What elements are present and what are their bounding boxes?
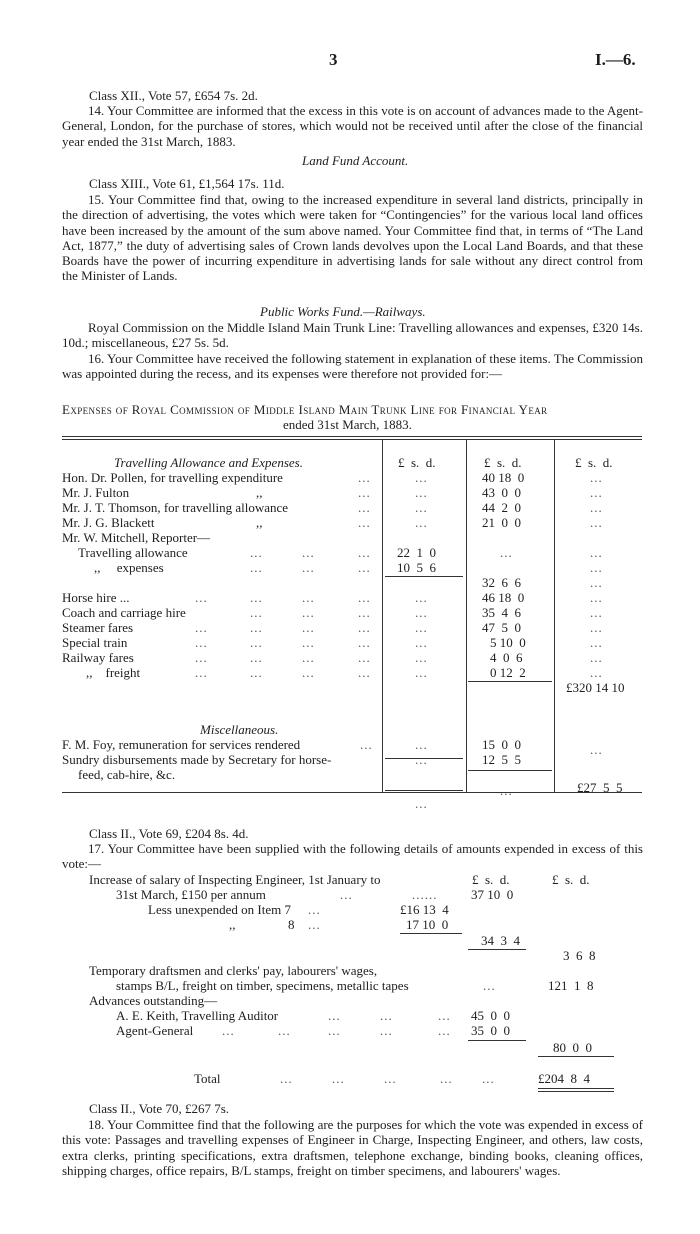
row-dots: ...: [250, 545, 263, 560]
row-dots: ...: [195, 620, 208, 635]
col-header-2: £ s. d.: [484, 455, 522, 470]
subtotal-rule: [468, 949, 526, 950]
table-row-label: Travelling allowance: [78, 545, 188, 560]
detail-line-8: stamps B/L, freight on timber, specimens, metallic tapes: [116, 978, 409, 993]
table-row-label: ,, freight: [86, 665, 141, 680]
row-dots: ...: [332, 1071, 345, 1086]
table-cell: 43 0 0: [482, 485, 521, 500]
detail-line-10: A. E. Keith, Travelling Auditor: [116, 1008, 279, 1023]
table-cell: 0 12 2: [490, 665, 526, 680]
table-cell: 40 18 0: [482, 470, 525, 485]
row-dots: ...: [358, 545, 371, 560]
row-dots: ...: [590, 545, 603, 560]
row-dots: ...: [308, 917, 321, 932]
row-dots: ...: [195, 650, 208, 665]
row-dots: ...: [195, 590, 208, 605]
table-row-label: Special train: [62, 635, 128, 650]
col-divider-2: [466, 440, 467, 792]
row-dots: ...: [415, 485, 428, 500]
table-row-label: Mr. J. T. Thomson, for travelling allowance: [62, 500, 289, 515]
document-reference: I.—6.: [595, 50, 636, 69]
col-header-2: £ s. d.: [552, 872, 590, 887]
subtotal-travelling: £320 14 10: [566, 680, 625, 695]
table-cell: 35 4 6: [482, 605, 521, 620]
paragraph-15: 15. Your Committee find that, owing to the increased expenditure in several land districts, principally in the direction of advertising, the votes which were taken for “Contingencies” for the various local land offices have been increased by the amount of the sum above named. Your Committee find that, in terms of “The Land Act, 1877,” the duty of advertising sales of Crown lands devolves upon the Local Land Boards, and that these Boards have the power of incurring expenditure in advertising lands for sale without any direct control from the Minister of Lands.: [62, 192, 643, 284]
ditto-mark: ,,: [256, 485, 263, 500]
row-dots: ...: [340, 887, 353, 902]
row-dots: ...: [384, 1071, 397, 1086]
subtotal-rule: [468, 1040, 526, 1041]
row-dots: ...: [415, 470, 428, 485]
row-dots: ...: [302, 545, 315, 560]
row-dots: ...: [302, 560, 315, 575]
row-dots: ...: [440, 1071, 453, 1086]
row-dots: ...: [360, 737, 373, 752]
table-row-label: Horse hire ...: [62, 590, 130, 605]
row-dots: ...: [358, 590, 371, 605]
row-dots: ...: [590, 650, 603, 665]
table-cell: 32 6 6: [482, 575, 521, 590]
row-dots: ...: [483, 978, 496, 993]
row-dots: ...: [590, 742, 603, 757]
row-dots: ...: [415, 752, 428, 767]
paragraph-17: 17. Your Committee have been supplied with the following details of amounts expended in excess of this vote:—: [62, 841, 643, 872]
table-cell: 22 1 0: [397, 545, 436, 560]
misc-row-2: Sundry disbursements made by Secretary for horse-: [62, 752, 332, 767]
row-dots: ...: [302, 665, 315, 680]
row-dots: ...: [590, 515, 603, 530]
row-dots: ...: [302, 620, 315, 635]
row-dots: ...: [590, 665, 603, 680]
row-dots: ...: [358, 500, 371, 515]
table-row-label: Steamer fares: [62, 620, 134, 635]
total-rule: [538, 1056, 614, 1057]
row-dots: ...: [278, 1023, 291, 1038]
table-cell: 15 0 0: [482, 737, 521, 752]
detail-value: 35 0 0: [471, 1023, 510, 1038]
row-dots: ...: [438, 1008, 451, 1023]
row-dots: ...: [358, 470, 371, 485]
subtotal-rule: [385, 576, 463, 577]
table-row-label: Hon. Dr. Pollen, for travelling expenditure: [62, 470, 283, 485]
detail-value: 17 10 0: [406, 917, 449, 932]
subtotal-rule: [385, 790, 463, 791]
row-dots: ...: [415, 605, 428, 620]
row-dots: ...: [250, 620, 263, 635]
row-dots: ...: [415, 620, 428, 635]
row-dots: ...: [380, 1008, 393, 1023]
item-number: 8: [288, 917, 295, 932]
row-dots: ...: [250, 590, 263, 605]
table-cell: 47 5 0: [482, 620, 521, 635]
row-dots: ...: [415, 665, 428, 680]
misc-row-2b: feed, cab-hire, &c.: [78, 767, 176, 782]
row-dots: ...: [302, 635, 315, 650]
row-dots: ...: [302, 590, 315, 605]
row-dots: ...: [250, 635, 263, 650]
misc-section-title: Miscellaneous.: [200, 722, 279, 737]
row-dots: ...: [195, 665, 208, 680]
detail-value: 37 10 0: [471, 887, 514, 902]
total-value: £204 8 4: [538, 1071, 590, 1086]
row-dots: ...: [415, 737, 428, 752]
table-cell: 21 0 0: [482, 515, 521, 530]
row-dots: ...: [358, 515, 371, 530]
class-xii-heading: Class XII., Vote 57, £654 7s. 2d.: [89, 88, 258, 103]
row-dots: ...: [250, 605, 263, 620]
row-dots: ...: [358, 635, 371, 650]
subtotal-misc: £27 5 5: [577, 780, 623, 795]
class-ii-69-heading: Class II., Vote 69, £204 8s. 4d.: [89, 826, 249, 841]
detail-line-11: Agent-General: [116, 1023, 194, 1038]
detail-value: 45 0 0: [471, 1008, 510, 1023]
table-cell: 44 2 0: [482, 500, 521, 515]
detail-value: 3 6 8: [563, 948, 596, 963]
row-dots: ...: [415, 515, 428, 530]
row-dots: ...: [590, 635, 603, 650]
subtotal-rule: [468, 770, 552, 771]
subtotal-rule: [400, 933, 462, 934]
row-dots: ...: [358, 605, 371, 620]
table-bottom-rule: [62, 792, 642, 793]
table-cell: 12 5 5: [482, 752, 521, 767]
expenses-table-title: Expenses of Royal Commission of Middle Island Main Trunk Line for Financial Year: [62, 402, 548, 417]
detail-line-2: 31st March, £150 per annum: [116, 887, 266, 902]
row-dots: ...: [380, 1023, 393, 1038]
row-dots: ...: [500, 783, 513, 798]
row-dots: ......: [412, 887, 438, 902]
row-dots: ...: [328, 1008, 341, 1023]
col-header-1: £ s. d.: [398, 455, 436, 470]
row-dots: ...: [250, 560, 263, 575]
row-dots: ...: [590, 620, 603, 635]
row-dots: ...: [280, 1071, 293, 1086]
row-dots: ...: [415, 500, 428, 515]
row-dots: ...: [308, 902, 321, 917]
subtotal-rule: [468, 681, 552, 682]
row-dots: ...: [302, 605, 315, 620]
table-top-rule: [62, 436, 642, 437]
row-dots: ...: [358, 485, 371, 500]
detail-line-9: Advances outstanding—: [89, 993, 218, 1008]
detail-value: 121 1 8: [548, 978, 594, 993]
col-header-1: £ s. d.: [472, 872, 510, 887]
table-row-label: Mr. W. Mitchell, Reporter—: [62, 530, 211, 545]
row-dots: ...: [250, 650, 263, 665]
misc-row-1: F. M. Foy, remuneration for services rendered: [62, 737, 301, 752]
row-dots: ...: [482, 1071, 495, 1086]
table-row-label: ,, expenses: [94, 560, 164, 575]
table-cell: 5 10 0: [490, 635, 526, 650]
row-dots: ...: [222, 1023, 235, 1038]
row-dots: ...: [590, 500, 603, 515]
col-divider-1: [382, 440, 383, 792]
row-dots: ...: [590, 590, 603, 605]
public-works-title: Public Works Fund.—Railways.: [260, 304, 426, 319]
land-fund-title: Land Fund Account.: [302, 153, 409, 168]
row-dots: ...: [590, 605, 603, 620]
table-top-rule-2: [62, 439, 642, 440]
total-rule-bottom-2: [538, 1091, 614, 1092]
table-row-label: Coach and carriage hire: [62, 605, 186, 620]
row-dots: ...: [358, 665, 371, 680]
row-dots: ...: [358, 650, 371, 665]
row-dots: ...: [438, 1023, 451, 1038]
table-row-label: Railway fares: [62, 650, 134, 665]
row-dots: ...: [590, 485, 603, 500]
row-dots: ...: [415, 796, 428, 811]
row-dots: ...: [590, 470, 603, 485]
royal-commission-intro: Royal Commission on the Middle Island Main Trunk Line: Travelling allowances and expenses, £320 14s. 10d.; miscellaneous, £27 5s. 5d.: [62, 320, 643, 351]
row-dots: ...: [195, 635, 208, 650]
row-dots: ...: [328, 1023, 341, 1038]
detail-line-7: Temporary draftsmen and clerks' pay, labourers' wages,: [89, 963, 378, 978]
table-row-label: Mr. J. G. Blackett: [62, 515, 155, 530]
class-xiii-heading: Class XIII., Vote 61, £1,564 17s. 11d.: [89, 176, 285, 191]
table-cell: 10 5 6: [397, 560, 436, 575]
row-dots: ...: [415, 635, 428, 650]
detail-value: 34 3 4: [481, 933, 520, 948]
paragraph-18: 18. Your Committee find that the following are the purposes for which the vote was expended in excess of this vote: Passages and travelling expenses of Engineer in Charge, Inspecting Engineer, and others, law costs, extra clerks, printing specifications, extra draftsmen, telephone exchange, binding books, cleaning offices, shipping charges, office repairs, B/L stamps, freight on timber specimens, and labourers' wages.: [62, 1117, 643, 1178]
col-divider-3: [554, 440, 555, 792]
detail-value: 80 0 0: [553, 1040, 592, 1055]
class-ii-70-heading: Class II., Vote 70, £267 7s.: [89, 1101, 229, 1116]
row-dots: ...: [250, 665, 263, 680]
ditto-mark: ,,: [256, 515, 263, 530]
detail-line-3: Less unexpended on Item 7: [148, 902, 291, 917]
total-rule-bottom: [538, 1088, 614, 1089]
row-dots: ...: [415, 590, 428, 605]
total-label: Total: [194, 1071, 221, 1086]
travelling-section-title: Travelling Allowance and Expenses.: [114, 455, 303, 470]
row-dots: ...: [590, 560, 603, 575]
table-row-label: Mr. J. Fulton: [62, 485, 130, 500]
row-dots: ...: [590, 575, 603, 590]
row-dots: ...: [415, 650, 428, 665]
paragraph-16: 16. Your Committee have received the following statement in explanation of these items. The Commission was appointed during the recess, and its expenses were therefore not provided for:—: [62, 351, 643, 382]
table-cell: 4 0 6: [490, 650, 523, 665]
paragraph-14: 14. Your Committee are informed that the excess in this vote is on account of advances made to the Agent-General, London, for the purchase of stores, which would not be received until after the close of the financial year ended the 31st March, 1883.: [62, 103, 643, 149]
row-dots: ...: [302, 650, 315, 665]
table-cell: 46 18 0: [482, 590, 525, 605]
row-dots: ...: [358, 560, 371, 575]
row-dots: ...: [358, 620, 371, 635]
row-dots: ...: [500, 545, 513, 560]
expenses-table-title-2: ended 31st March, 1883.: [283, 417, 412, 432]
page-number: 3: [329, 50, 338, 69]
ditto-mark: ,,: [229, 917, 236, 932]
col-header-3: £ s. d.: [575, 455, 613, 470]
detail-line-1: Increase of salary of Inspecting Engineer, 1st January to: [89, 872, 381, 887]
detail-value: £16 13 4: [400, 902, 449, 917]
subtotal-rule: [385, 758, 463, 759]
